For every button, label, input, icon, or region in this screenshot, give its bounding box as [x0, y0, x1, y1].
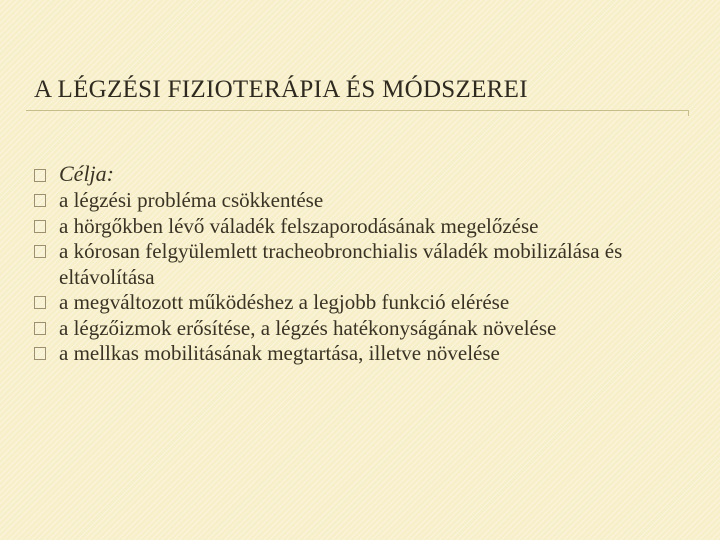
list-item-heading — [34, 160, 704, 188]
square-bullet-icon — [34, 322, 46, 335]
list-item — [34, 239, 704, 290]
list-item-text: a mellkas mobilitásának megtartása, illetve növelése — [59, 341, 500, 365]
list-heading-text: Célja: — [59, 161, 114, 186]
title-underline-end — [688, 110, 689, 116]
list-item-text: a hörgőkben lévő váladék felszaporodásának megelőzése — [59, 213, 539, 238]
bullet-list — [34, 160, 704, 367]
list-item-text: a kórosan felgyülemlett tracheobronchialis váladék mobilizálása és eltávolítása — [59, 239, 623, 289]
list-item — [34, 188, 704, 214]
list-item-text: a légzési probléma csökkentése — [59, 188, 324, 212]
list-item — [34, 214, 704, 240]
square-bullet-icon — [34, 220, 46, 233]
list-item — [34, 316, 704, 342]
square-bullet-icon — [34, 296, 46, 309]
slide-title: A LÉGZÉSI FIZIOTERÁPIA ÉS MÓDSZEREI — [34, 76, 528, 103]
list-item — [34, 290, 704, 316]
list-item-text: a légzőizmok erősítése, a légzés hatékonyságának növelése — [59, 315, 557, 340]
list-item-text: a megváltozott működéshez a legjobb funkció elérése — [59, 290, 510, 314]
square-bullet-icon — [34, 169, 46, 182]
title-underline — [26, 110, 688, 111]
square-bullet-icon — [34, 194, 46, 207]
list-item — [34, 341, 704, 367]
square-bullet-icon — [34, 347, 46, 360]
square-bullet-icon — [34, 245, 46, 258]
